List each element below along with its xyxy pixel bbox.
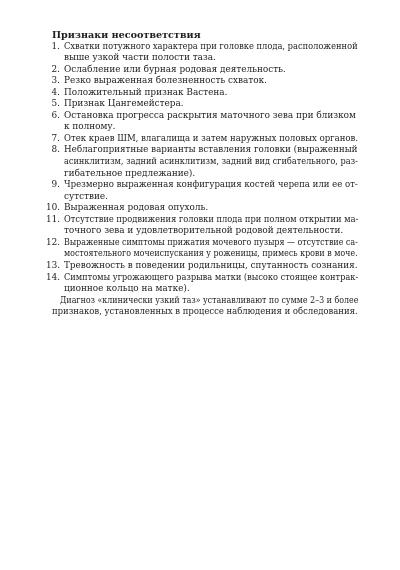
list-item-text-line: Признак Цангемейстера. xyxy=(64,99,184,110)
list-item-text-line: к полному. xyxy=(64,122,116,133)
list-item-number: 1. xyxy=(51,41,60,52)
list-item-number: 14. xyxy=(46,272,61,283)
section-heading: Признаки несоответствия xyxy=(52,30,201,41)
list-item-text-line: точного зева и удовлетворительной родовой деятельности. xyxy=(64,226,344,237)
list-item-text-line: Выраженные симптомы прижатия мочевого пузыря — отсутствие са- xyxy=(64,237,358,248)
list-item-text-line: Положительный признак Вастена. xyxy=(64,87,228,98)
list-item-text-line: Отсутствие продвижения головки плода при полном открытии ма- xyxy=(64,214,359,225)
list-item-text-line: Резко выраженная болезненность схваток. xyxy=(64,76,267,87)
list-item-number: 8. xyxy=(51,145,60,156)
list-item-number: 5. xyxy=(51,99,60,110)
list-item-text-line: Отек краев ШМ, влагалища и затем наружных половых органов. xyxy=(64,133,359,144)
list-item-number: 11. xyxy=(46,214,61,225)
list-item-text-line: Ослабление или бурная родовая деятельность. xyxy=(64,64,286,75)
list-item-text-line: мостоятельного мочеиспускания у роженицы, примесь крови в моче. xyxy=(64,249,358,260)
list-item-text-line: Выраженная родовая опухоль. xyxy=(64,203,209,214)
list-item-text-line: Неблагоприятные варианты вставления головки (выраженный xyxy=(64,145,358,156)
conclusion-text-line: признаков, установленных в процессе наблюдения и обследования. xyxy=(52,307,358,318)
list-item-text-line: выше узкой части полости таза. xyxy=(64,53,216,64)
conclusion-text-line: Диагноз «клинически узкий таз» устанавливают по сумме 2–3 и более xyxy=(60,295,359,306)
list-item-number: 9. xyxy=(51,180,60,191)
list-item-text-line: Симптомы угрожающего разрыва матки (высоко стоящее контрак- xyxy=(64,272,359,283)
list-item-text-line: Чрезмерно выраженная конфигурация костей черепа или ее от- xyxy=(64,180,358,191)
list-item-text-line: сутствие. xyxy=(64,191,108,202)
list-item-number: 12. xyxy=(46,237,61,248)
list-item-number: 10. xyxy=(46,203,61,214)
list-item-text-line: Тревожность в поведении родильницы, спутанность сознания. xyxy=(64,260,358,271)
list-item-number: 4. xyxy=(51,87,60,98)
list-item-text-line: ционное кольцо на матке). xyxy=(64,284,190,295)
list-item-text-line: гибательное предлежание). xyxy=(64,168,196,179)
list-item-number: 6. xyxy=(51,110,60,121)
list-item-number: 7. xyxy=(51,133,60,144)
list-item-number: 2. xyxy=(51,64,60,75)
list-item-text-line: Схватки потужного характера при головке плода, расположенной xyxy=(64,41,358,52)
list-item-text-line: Остановка прогресса раскрытия маточного зева при близком xyxy=(64,110,356,121)
list-item-number: 13. xyxy=(46,260,61,271)
list-item-number: 3. xyxy=(51,76,60,87)
list-item-text-line: асинклитизм, задний асинклитизм, задний вид сгибательного, раз- xyxy=(64,157,358,167)
